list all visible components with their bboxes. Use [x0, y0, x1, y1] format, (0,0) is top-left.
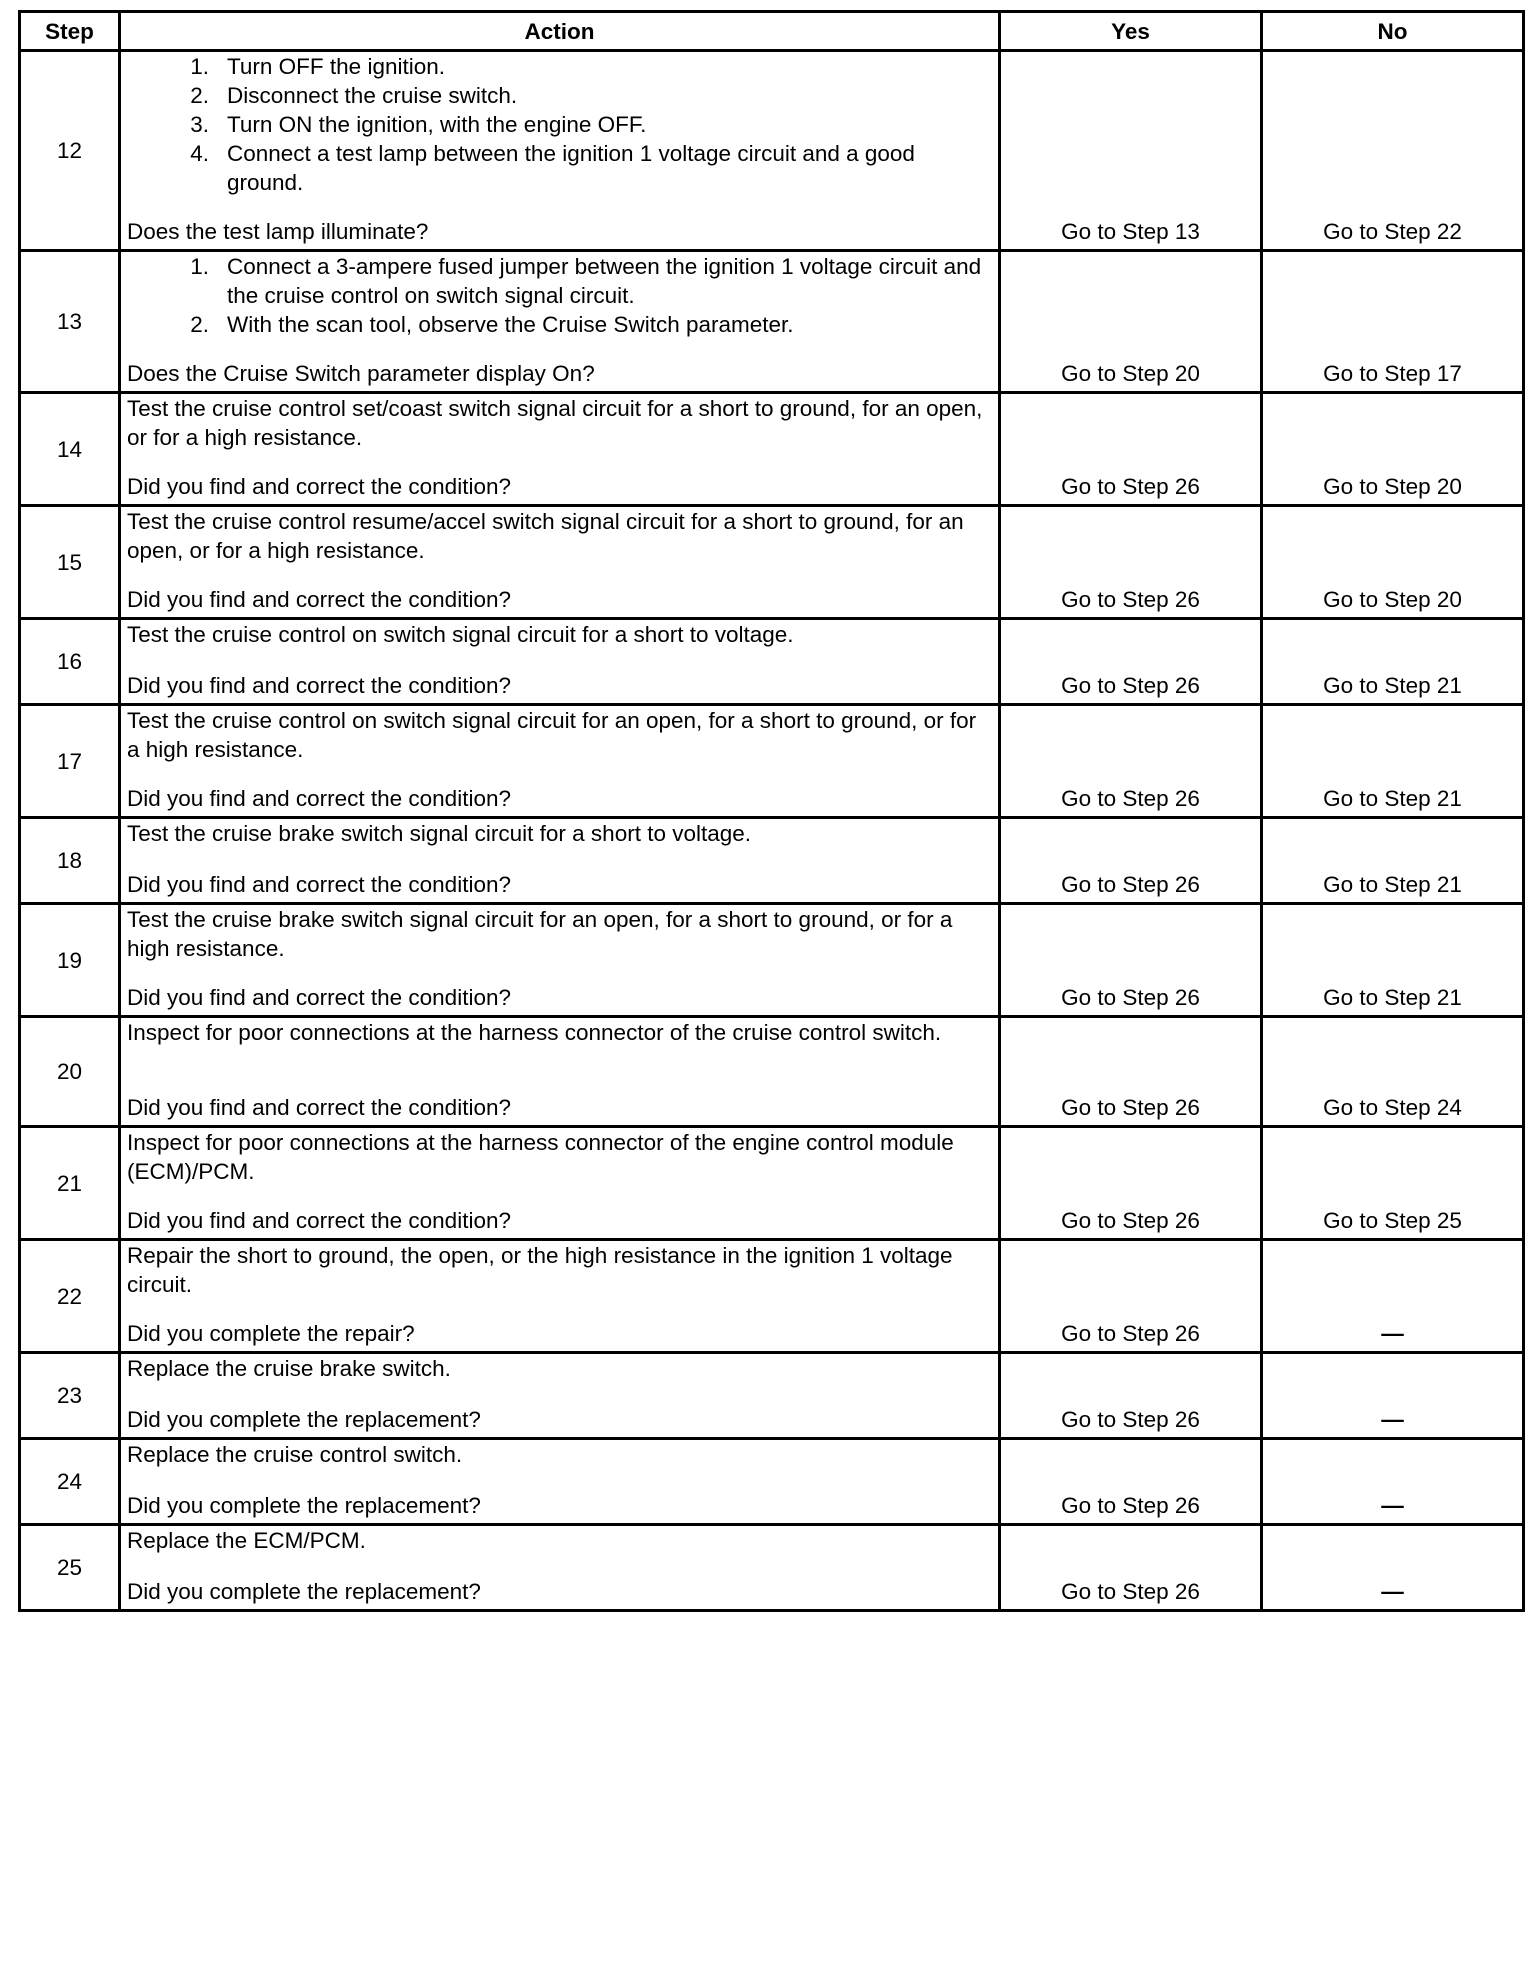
- spacer: [127, 339, 992, 359]
- table-row: [20, 818, 1524, 904]
- step-number: 22: [20, 1240, 120, 1353]
- action-text: Inspect for poor connections at the harness connector of the cruise control switch.: [127, 1020, 942, 1045]
- spacer: [127, 963, 992, 983]
- action-cell: [120, 506, 1000, 619]
- action-cell: [120, 251, 1000, 393]
- action-content: [127, 706, 992, 813]
- list-item-number: 2.: [190, 83, 209, 108]
- step-number: 19: [20, 904, 120, 1017]
- step-number: 23: [20, 1353, 120, 1439]
- action-question: Did you find and correct the condition?: [127, 587, 511, 612]
- list-item: [127, 81, 992, 110]
- action-text: Test the cruise control resume/accel switch signal circuit for a short to ground, for an open, or for a high resistance.: [127, 509, 964, 563]
- list-item: [127, 310, 992, 339]
- action-question: Did you complete the repair?: [127, 1321, 415, 1346]
- step-number: 20: [20, 1017, 120, 1127]
- action-content: [127, 1526, 992, 1606]
- no-result: —: [1262, 1240, 1524, 1353]
- action-text: Inspect for poor connections at the harness connector of the engine control module (ECM)/PCM.: [127, 1130, 954, 1184]
- header-action: Action: [120, 12, 1000, 51]
- no-result: Go to Step 17: [1262, 251, 1524, 393]
- list-item-number: 3.: [190, 112, 209, 137]
- no-result: —: [1262, 1525, 1524, 1611]
- step-number: 14: [20, 393, 120, 506]
- action-steps-list: [127, 252, 992, 339]
- yes-result: Go to Step 26: [1000, 1353, 1262, 1439]
- action-cell: [120, 1439, 1000, 1525]
- spacer: [127, 565, 992, 585]
- no-result: Go to Step 21: [1262, 619, 1524, 705]
- table-row: [20, 506, 1524, 619]
- no-result: Go to Step 22: [1262, 51, 1524, 251]
- action-question: Did you find and correct the condition?: [127, 1095, 511, 1120]
- header-yes: Yes: [1000, 12, 1262, 51]
- table-row: [20, 705, 1524, 818]
- step-number: 24: [20, 1439, 120, 1525]
- action-cell: [120, 1127, 1000, 1240]
- action-content: [127, 52, 992, 246]
- action-cell: [120, 818, 1000, 904]
- spacer: [127, 649, 992, 671]
- spacer: [127, 1469, 992, 1491]
- list-item-number: 1.: [190, 54, 209, 79]
- yes-result: Go to Step 26: [1000, 1017, 1262, 1127]
- list-item-number: 1.: [190, 254, 209, 279]
- action-content: [127, 1241, 992, 1348]
- step-number: 21: [20, 1127, 120, 1240]
- yes-result: Go to Step 26: [1000, 1240, 1262, 1353]
- table-row: [20, 51, 1524, 251]
- action-content: [127, 1354, 992, 1434]
- table-row: [20, 1017, 1524, 1127]
- no-result: Go to Step 20: [1262, 506, 1524, 619]
- action-cell: [120, 1240, 1000, 1353]
- action-question: Did you complete the replacement?: [127, 1407, 481, 1432]
- spacer: [127, 764, 992, 784]
- step-number: 18: [20, 818, 120, 904]
- action-cell: [120, 619, 1000, 705]
- action-question: Did you find and correct the condition?: [127, 786, 511, 811]
- list-item-text: Turn ON the ignition, with the engine OFF.: [227, 112, 647, 137]
- spacer: [127, 452, 992, 472]
- list-item: [127, 139, 992, 197]
- action-content: [127, 394, 992, 501]
- no-result: —: [1262, 1353, 1524, 1439]
- list-item-number: 4.: [190, 141, 209, 166]
- no-result: Go to Step 24: [1262, 1017, 1524, 1127]
- action-question: Does the Cruise Switch parameter display On?: [127, 361, 595, 386]
- action-content: [127, 620, 992, 700]
- action-content: [127, 1440, 992, 1520]
- header-step: Step: [20, 12, 120, 51]
- action-cell: [120, 904, 1000, 1017]
- table-row: [20, 1439, 1524, 1525]
- table-row: [20, 1127, 1524, 1240]
- action-cell: [120, 1525, 1000, 1611]
- action-question: Did you find and correct the condition?: [127, 872, 511, 897]
- action-content: [127, 819, 992, 899]
- diagnostic-table: [18, 10, 1525, 1612]
- step-number: 25: [20, 1525, 120, 1611]
- step-number: 13: [20, 251, 120, 393]
- action-steps-list: [127, 52, 992, 197]
- header-row: [20, 12, 1524, 51]
- action-question: Does the test lamp illuminate?: [127, 219, 429, 244]
- action-question: Did you find and correct the condition?: [127, 1208, 511, 1233]
- action-question: Did you find and correct the condition?: [127, 985, 511, 1010]
- action-text: Repair the short to ground, the open, or the high resistance in the ignition 1 voltage circuit.: [127, 1243, 953, 1297]
- spacer: [127, 197, 992, 217]
- spacer: [127, 1047, 992, 1093]
- action-cell: [120, 1353, 1000, 1439]
- table-row: [20, 393, 1524, 506]
- table-row: [20, 904, 1524, 1017]
- action-content: [127, 507, 992, 614]
- yes-result: Go to Step 20: [1000, 251, 1262, 393]
- header-no: No: [1262, 12, 1524, 51]
- yes-result: Go to Step 26: [1000, 1525, 1262, 1611]
- action-text: Test the cruise brake switch signal circuit for an open, for a short to ground, or for a high resistance.: [127, 907, 953, 961]
- no-result: Go to Step 21: [1262, 705, 1524, 818]
- step-number: 17: [20, 705, 120, 818]
- no-result: —: [1262, 1439, 1524, 1525]
- action-cell: [120, 705, 1000, 818]
- table-row: [20, 1353, 1524, 1439]
- step-number: 15: [20, 506, 120, 619]
- table-row: [20, 1240, 1524, 1353]
- action-content: [127, 1128, 992, 1235]
- list-item-text: Connect a 3-ampere fused jumper between the ignition 1 voltage circuit and the cruise control on switch signal circuit.: [227, 254, 982, 308]
- action-question: Did you complete the replacement?: [127, 1579, 481, 1604]
- list-item: [127, 52, 992, 81]
- no-result: Go to Step 20: [1262, 393, 1524, 506]
- yes-result: Go to Step 26: [1000, 818, 1262, 904]
- list-item: [127, 110, 992, 139]
- no-result: Go to Step 21: [1262, 818, 1524, 904]
- spacer: [127, 848, 992, 870]
- yes-result: Go to Step 26: [1000, 705, 1262, 818]
- spacer: [127, 1383, 992, 1405]
- table-row: [20, 1525, 1524, 1611]
- action-text: Replace the cruise brake switch.: [127, 1356, 451, 1381]
- table-row: [20, 619, 1524, 705]
- action-content: [127, 905, 992, 1012]
- action-text: Test the cruise brake switch signal circuit for a short to voltage.: [127, 821, 752, 846]
- step-number: 16: [20, 619, 120, 705]
- action-question: Did you find and correct the condition?: [127, 474, 511, 499]
- action-cell: [120, 393, 1000, 506]
- action-text: Test the cruise control set/coast switch signal circuit for a short to ground, for an open, or for a high resistance.: [127, 396, 983, 450]
- spacer: [127, 1186, 992, 1206]
- action-content: [127, 1018, 992, 1122]
- action-cell: [120, 51, 1000, 251]
- yes-result: Go to Step 26: [1000, 1127, 1262, 1240]
- spacer: [127, 1299, 992, 1319]
- list-item-text: Disconnect the cruise switch.: [227, 83, 518, 108]
- action-text: Replace the ECM/PCM.: [127, 1528, 366, 1553]
- list-item-text: Connect a test lamp between the ignition 1 voltage circuit and a good ground.: [227, 141, 915, 195]
- no-result: Go to Step 25: [1262, 1127, 1524, 1240]
- table-body: [20, 51, 1524, 1611]
- action-cell: [120, 1017, 1000, 1127]
- list-item-number: 2.: [190, 312, 209, 337]
- spacer: [127, 1555, 992, 1577]
- yes-result: Go to Step 26: [1000, 619, 1262, 705]
- yes-result: Go to Step 26: [1000, 506, 1262, 619]
- action-text: Test the cruise control on switch signal circuit for an open, for a short to ground, or for a high resistance.: [127, 708, 977, 762]
- yes-result: Go to Step 26: [1000, 1439, 1262, 1525]
- yes-result: Go to Step 26: [1000, 904, 1262, 1017]
- action-question: Did you complete the replacement?: [127, 1493, 481, 1518]
- no-result: Go to Step 21: [1262, 904, 1524, 1017]
- step-number: 12: [20, 51, 120, 251]
- action-text: Test the cruise control on switch signal circuit for a short to voltage.: [127, 622, 794, 647]
- action-question: Did you find and correct the condition?: [127, 673, 511, 698]
- yes-result: Go to Step 26: [1000, 393, 1262, 506]
- action-text: Replace the cruise control switch.: [127, 1442, 463, 1467]
- yes-result: Go to Step 13: [1000, 51, 1262, 251]
- table-row: [20, 251, 1524, 393]
- list-item-text: With the scan tool, observe the Cruise Switch parameter.: [227, 312, 794, 337]
- diagnostic-document: [18, 10, 1522, 1612]
- list-item-text: Turn OFF the ignition.: [227, 54, 446, 79]
- list-item: [127, 252, 992, 310]
- action-content: [127, 252, 992, 388]
